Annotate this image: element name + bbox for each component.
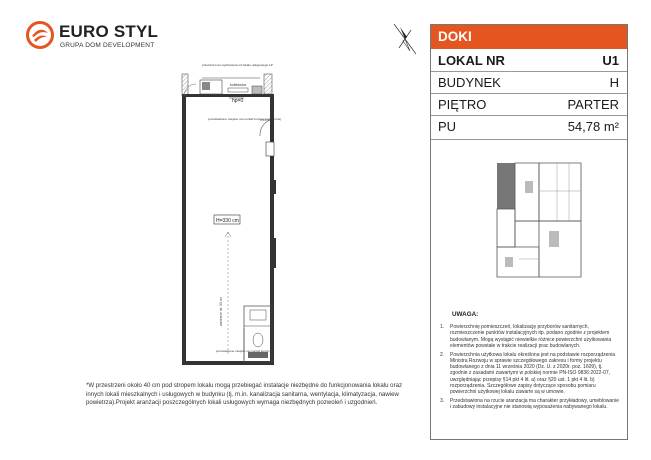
note-text: Powierzchnia użytkowa lokalu określona jest na podstawie rozporządzenia Ministra Rozwoju w sprawie szczegółowego zakresu i formy projektu budowlanego z dnia 11 września 2020 (Dz. U. z 2020r. poz. 1609), tj. zgodnie z zasadami zawartymi w polskiej normie PN-ISO 9836:2022-07, uwzględniając przepisy §14 pkt 4 lit. a) oraz §20 ust. 1 pkt 4 lit. b) rozporządzenia. Szczegółowe zapisy dotyczące sposobu pomiaru powierzchni użytkowej lokalu zawarte są w umowie. [450, 351, 616, 396]
row-label: LOKAL NR [438, 53, 505, 68]
unit-info-panel [430, 24, 628, 440]
plan-wall-left [182, 96, 186, 364]
floor-plan [170, 60, 290, 380]
plan-wall-bottom [182, 361, 274, 365]
row-divider [431, 115, 627, 116]
plan-counter-label: kolektorka [230, 83, 246, 87]
brand-tagline: GRUPA DOM DEVELOPMENT [60, 42, 155, 49]
key-plan-highlight [497, 163, 515, 209]
notes-title: UWAGA: [452, 311, 479, 318]
notes-section [438, 311, 620, 413]
row-lokal [438, 53, 619, 71]
row-pu [438, 119, 619, 137]
note-number: 1. [440, 324, 445, 330]
note-text: Przedstawiona na rzucie aranżacja ma charakter przykładowy, umeblowanie i zabudowy instalacyjne nie stanowią wyposażenia nabywanego lokalu. [450, 398, 619, 411]
row-label: PU [438, 119, 457, 134]
row-divider [431, 139, 627, 140]
row-divider [431, 93, 627, 94]
note-item [438, 352, 620, 396]
plan-ceiling-label: zaniżenie ok. 50 cm [219, 296, 223, 326]
euro-styl-logo-icon [26, 21, 54, 49]
row-value: U1 [602, 53, 619, 68]
row-value: PARTER [567, 97, 619, 112]
plan-height-label: H=330 cm [216, 218, 239, 224]
plan-installation-label: przestrzeń do wydzielenia od lokalu usługowego LP [202, 63, 273, 67]
note-item [438, 398, 620, 411]
brand-name: EURO STYL [59, 22, 159, 41]
brand-logo [26, 18, 166, 58]
panel-header: DOKI [431, 25, 627, 49]
note-number: 3. [440, 398, 445, 405]
plan-hp-label: hp=0 [232, 98, 244, 104]
plan-bottom-label: pozostawione miejsce na montaż kurtyny [216, 349, 271, 353]
row-label: PIĘTRO [438, 97, 487, 112]
note-number: 2. [440, 351, 445, 358]
row-budynek [438, 75, 619, 93]
row-value: 54,78 m² [567, 119, 619, 134]
note-item [438, 324, 620, 349]
note-text: Powierzchnię pomieszczeń, lokalizację przyborów sanitarnych, rozmieszczenie punktów instalacyjnych itp. podano zgodnie z projektem budowlanym. Mogą wystąpić niewielkie różnice powierzchni użytkowania elementów powstałe w trakcie realizacji prac budowlanych. [450, 324, 612, 349]
row-divider [431, 71, 627, 72]
plan-duct-label: pozostawione miejsce na montaż kurtyny powietrznej [208, 117, 281, 121]
row-label: BUDYNEK [438, 75, 501, 90]
footnote: *W przestrzeni około 40 cm pod stropem lokalu mogą przebiegać instalacje niezbędne do funkcjonowania lokalu oraz innych lokali mieszkalnych i usługowych w budynku (tj. m.in. kanalizacja sanitarna, wentylacja, klimatyzacja, nawiew powietrza).Projekt aranżacji poszczególnych lokali usługowych wymaga niezbędnych pozwoleń i uzgodnień. [86, 382, 403, 407]
row-value: H [609, 75, 619, 90]
row-pietro [438, 97, 619, 115]
north-arrow-icon [390, 22, 420, 56]
plan-wall-top [182, 94, 274, 97]
key-plan [495, 161, 583, 279]
